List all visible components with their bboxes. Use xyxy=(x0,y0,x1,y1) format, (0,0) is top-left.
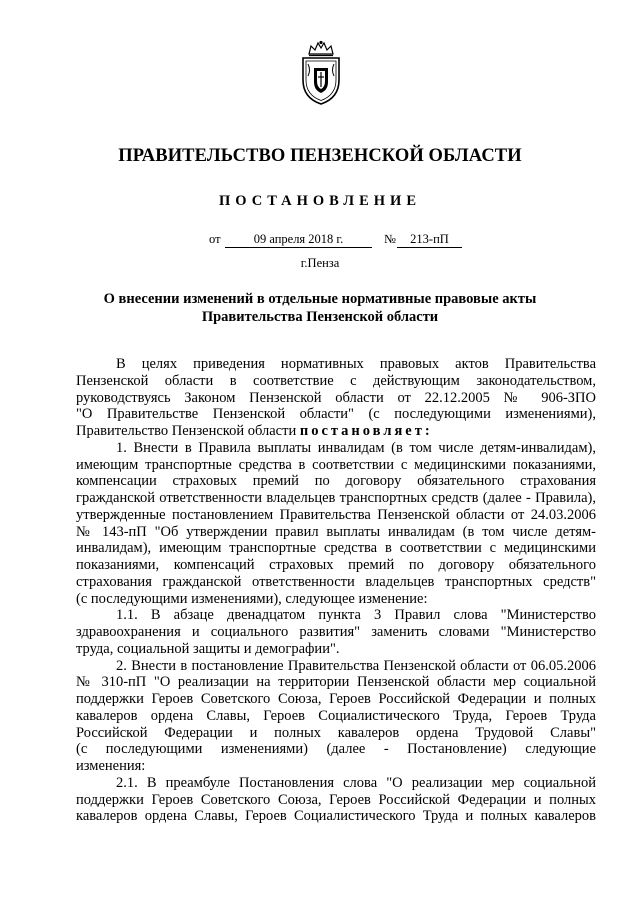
body-line: (с последующими изменениями), следующее изменение: xyxy=(76,590,428,607)
body-line: руководствуясь Законом Пензенской области от 22.12.2005 № 906-ЗПО xyxy=(76,389,596,406)
document-body xyxy=(76,356,596,825)
body-line-resolves xyxy=(76,423,596,440)
body-line: Пензенской области в соответствие с действующим законодательством, xyxy=(76,372,596,389)
body-line: имеющим транспортные средства в соответствии с медицинскими показаниями, xyxy=(76,456,596,473)
body-line: (с последующими изменениями) (далее - Постановление) следующие xyxy=(76,741,596,758)
resolves-keyword: постановляет: xyxy=(299,423,433,439)
body-line: В целях приведения нормативных правовых актов Правительства xyxy=(116,356,596,372)
body-line: 1. Внести в Правила выплаты инвалидам (в том числе детям-инвалидам), xyxy=(116,439,596,456)
body-line: кавалеров ордена Славы, Героев Социалистического Труда и полных кавалеров xyxy=(76,808,596,825)
document-date: 09 апреля 2018 г. xyxy=(225,231,372,248)
body-line: поддержки Героев Советского Союза, Героев Российской Федерации и полных xyxy=(76,791,596,808)
number-prefix: № xyxy=(384,232,396,246)
heading-line: Правительства Пензенской области xyxy=(201,309,439,325)
body-line: № 143-пП "Об утверждении правил выплаты инвалидам (в том числе детям- xyxy=(76,523,596,540)
body-line: здравоохранения и социального развития" заменить словами "Министерство xyxy=(76,624,596,640)
body-line: утвержденные постановлением Правительства Пензенской области от 24.03.2006 xyxy=(76,506,596,523)
body-line: труда, социальной защиты и демографии". xyxy=(76,640,340,657)
body-line: изменения: xyxy=(76,758,146,774)
body-line: поддержки Героев Советского Союза, Героев Российской Федерации и полных xyxy=(76,691,596,707)
body-line: страхования гражданской ответственности владельцев транспортных средств" xyxy=(76,573,596,590)
body-line: 1.1. В абзаце двенадцатом пункта 3 Правил слова "Министерство xyxy=(116,607,596,624)
body-line: гражданской ответственности владельцев транспортных средств (далее - Правила), xyxy=(76,490,596,506)
body-line: инвалидам), имеющим транспортные средства в соответствии с медицинскими xyxy=(76,540,596,557)
government-title: ПРАВИТЕЛЬСТВО ПЕНЗЕНСКОЙ ОБЛАСТИ xyxy=(118,146,522,166)
document-number: 213-пП xyxy=(397,231,462,248)
document-type: ПОСТАНОВЛЕНИЕ xyxy=(218,193,421,209)
coat-of-arms-emblem xyxy=(297,40,345,106)
city-name: г.Пенза xyxy=(300,256,340,270)
body-line: показаниями, компенсаций страховых премий по договору обязательного xyxy=(76,557,596,573)
heading-line: О внесении изменений в отдельные нормативные правовые акты xyxy=(103,291,537,307)
body-line-text: Правительство Пензенской области xyxy=(76,423,300,439)
body-line: кавалеров ордена Славы, Героев Социалистического Труда, Героев Труда xyxy=(76,707,596,724)
body-line: № 310-пП "О реализации на территории Пензенской области мер социальной xyxy=(76,674,596,691)
body-line: 2.1. В преамбуле Постановления слова "О реализации мер социальной xyxy=(116,774,596,791)
body-line: Российской Федерации и полных кавалеров ордена Трудовой Славы" xyxy=(76,724,596,741)
body-line: 2. Внести в постановление Правительства Пензенской области от 06.05.2006 xyxy=(116,657,596,674)
body-line: компенсации страховых премий по договору обязательного страхования xyxy=(76,473,596,490)
body-line: "О Правительстве Пензенской области" (с последующими изменениями), xyxy=(76,406,596,423)
date-prefix: от xyxy=(209,232,221,246)
document-heading xyxy=(0,290,640,326)
